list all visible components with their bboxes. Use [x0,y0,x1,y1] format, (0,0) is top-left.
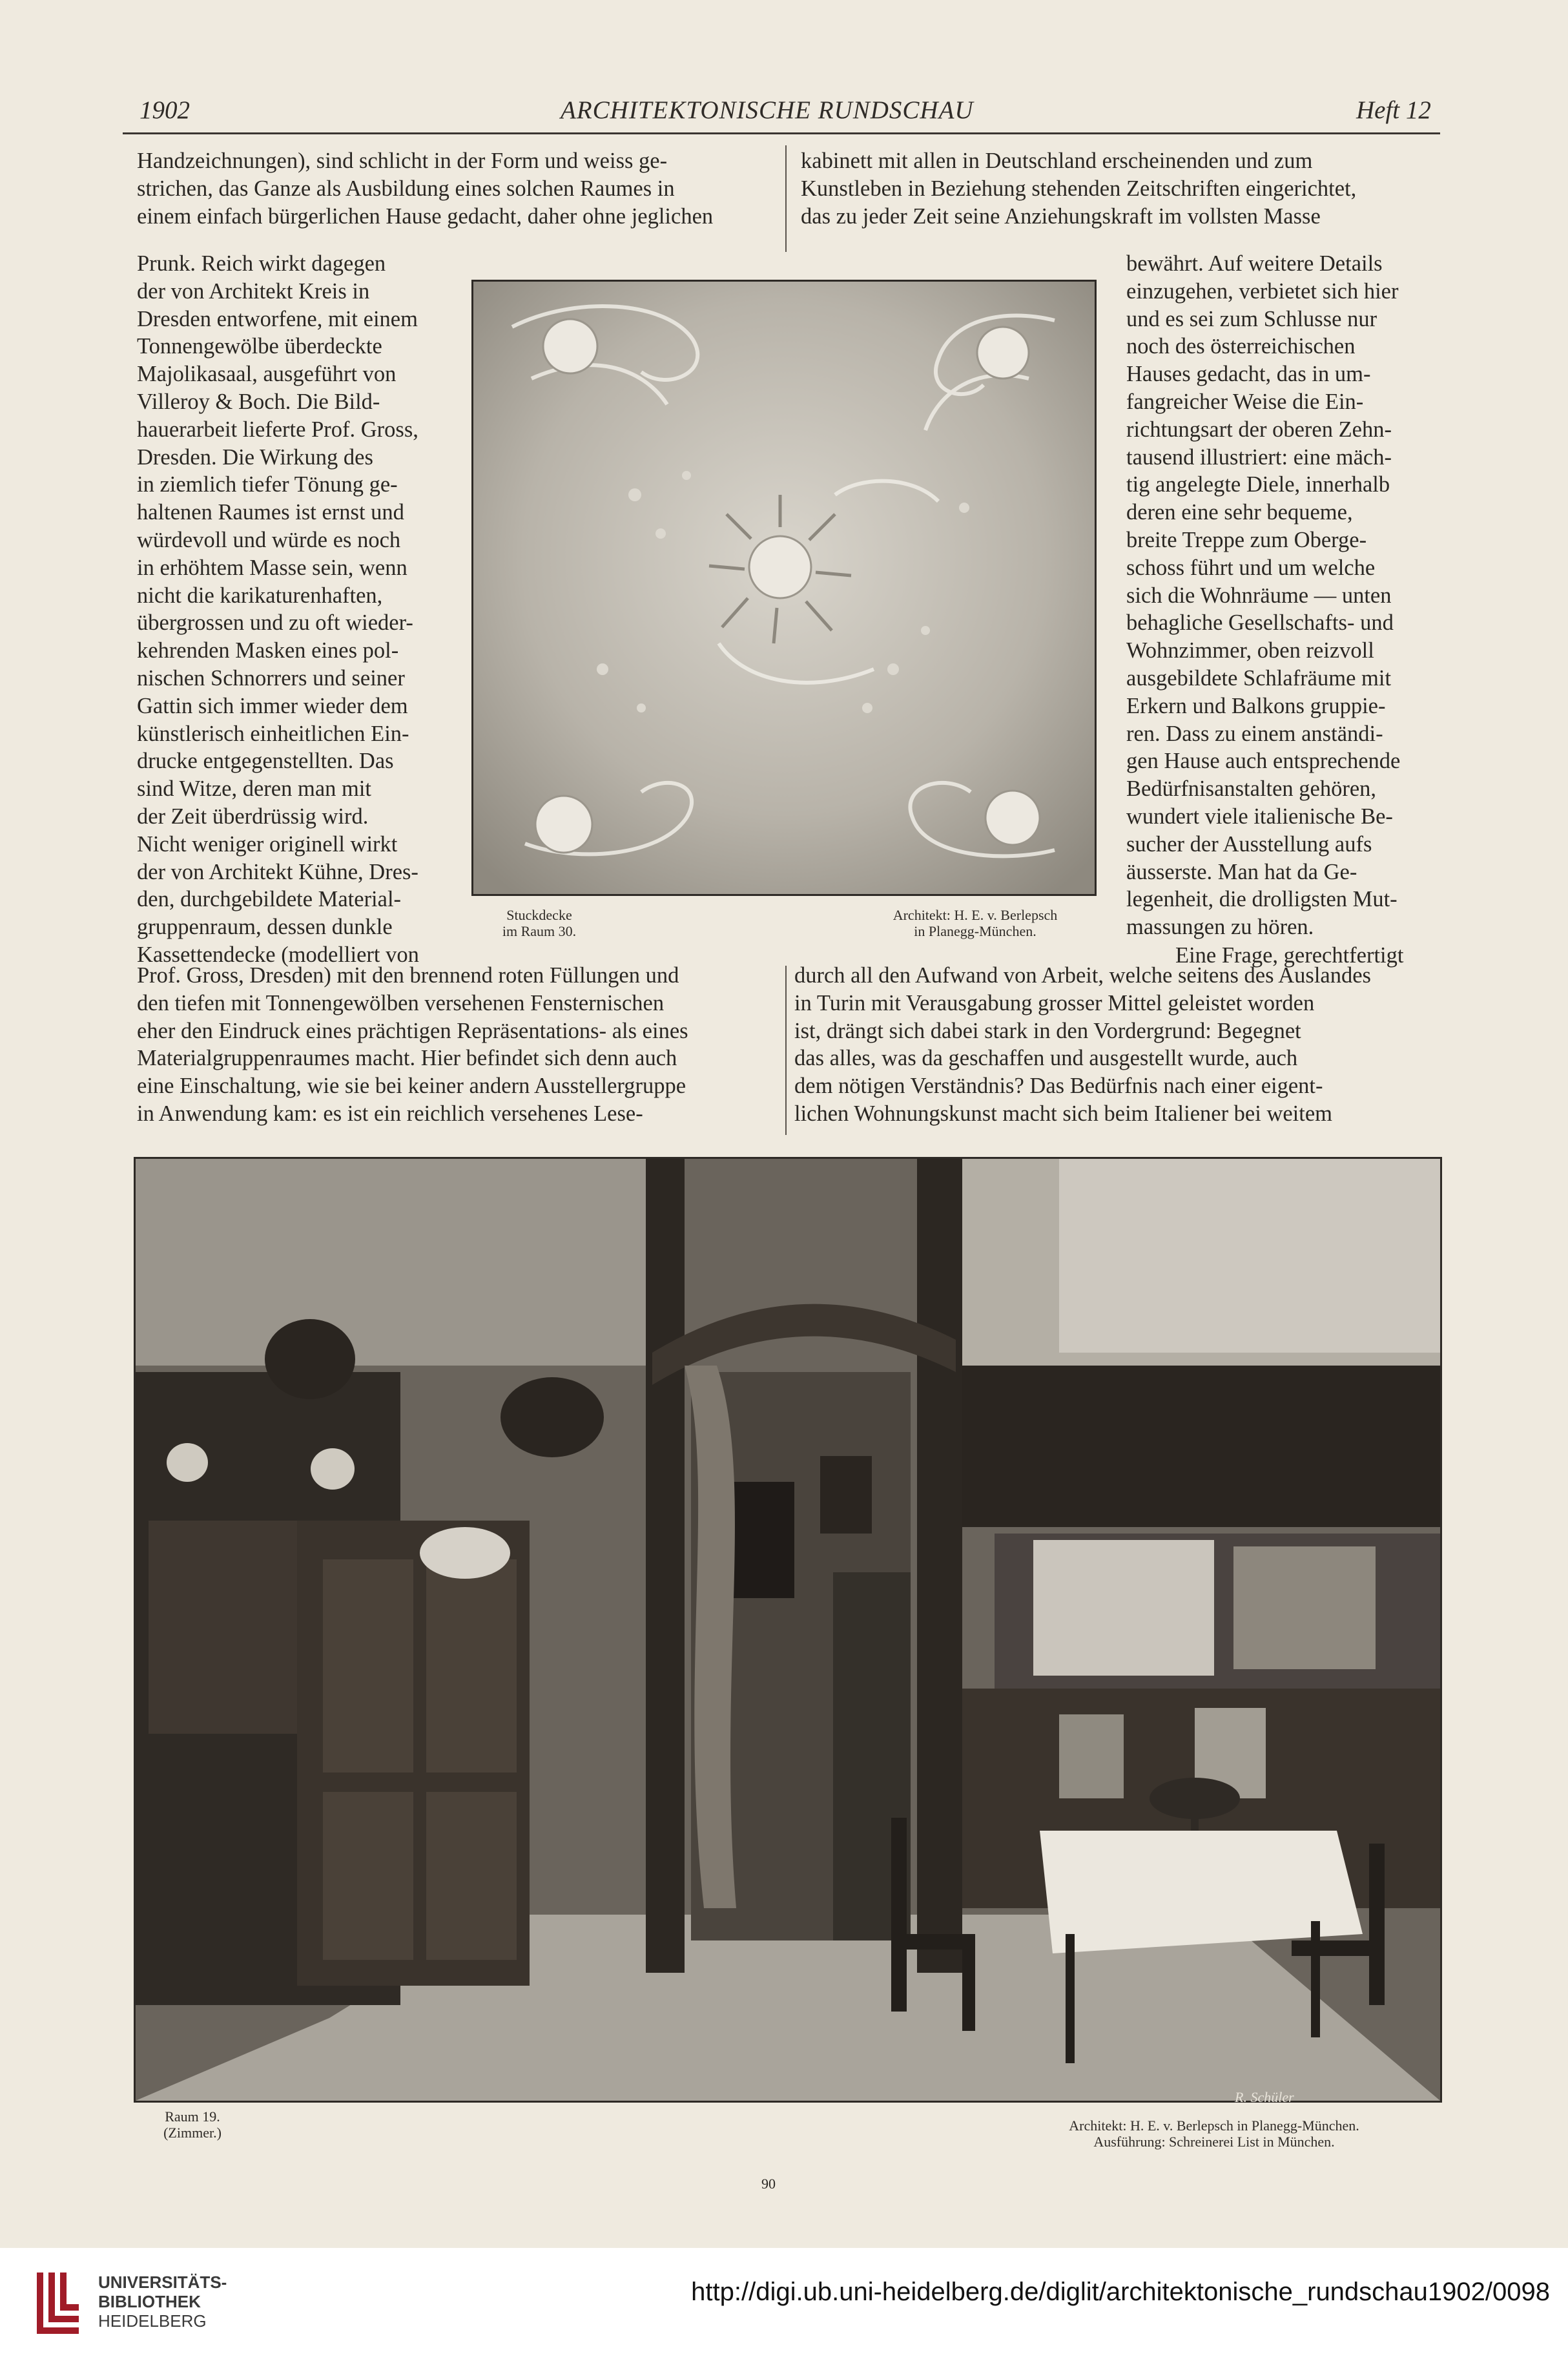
caption-line: Ausführung: Schreinerei List in München. [1093,2134,1335,2150]
fig1-caption-right [862,907,1088,939]
text-line: Tonnengewölbe überdeckte [137,334,382,359]
text-line: Nicht weniger originell wirkt [137,831,398,857]
text-line: durch all den Aufwand von Arbeit, welche seitens des Auslandes [794,963,1371,988]
text-line: Eine Frage, gerechtfertigt [1175,943,1404,968]
stucco-ceiling-photo [471,280,1097,896]
text-line: Dresden. Die Wirkung des [137,444,373,470]
header-year: 1902 [139,96,190,124]
text-line: kabinett mit allen in Deutschland erscheinenden und zum [801,149,1313,173]
text-line: Materialgruppenraumes macht. Hier befindet sich denn auch [137,1046,677,1071]
text-line: bewährt. Auf weitere Details [1126,251,1383,276]
page-number: 90 [761,2176,776,2192]
text-line: in erhöhtem Masse sein, wenn [137,555,407,580]
text-line: drucke entgegenstellten. Das [137,749,394,774]
text-line: sich die Wohnräume — unten [1126,583,1392,608]
fig1-caption-left [484,907,594,939]
text-line: gen Hause auch entsprechende [1126,749,1401,774]
text-line: haltenen Raumes ist ernst und [137,500,404,525]
text-line: sind Witze, deren man mit [137,776,372,802]
room-interior-image [136,1159,1440,2101]
text-line: Kunstleben in Beziehung stehenden Zeitschriften eingerichtet, [801,176,1357,201]
caption-line: Raum 19. [165,2108,220,2125]
text-line: Dresden entworfene, mit einem [137,306,418,331]
text-line: nicht die karikaturenhaften, [137,583,383,608]
column-rule-top [785,145,787,252]
text-line: der von Architekt Kreis in [137,278,370,304]
text-line: das zu jeder Zeit seine Anziehungskraft im vollsten Masse [801,203,1321,229]
text-line: strichen, das Ganze als Ausbildung eines solchen Raumes in [137,176,675,201]
text-line: tig angelegte Diele, innerhalb [1126,472,1390,497]
library-logo-icon [27,2266,92,2341]
text-line: lichen Wohnungskunst macht sich beim Italiener bei weitem [794,1101,1333,1126]
text-line: massungen zu hören. [1126,915,1314,940]
caption-line: Architekt: H. E. v. Berlepsch [892,907,1058,923]
text-line: tausend illustriert: eine mäch- [1126,444,1392,470]
library-line: BIBLIOTHEK [98,2292,201,2311]
caption-line: im Raum 30. [502,923,577,939]
text-line: breite Treppe zum Oberge- [1126,527,1367,552]
text-line: und es sei zum Schlusse nur [1126,306,1377,331]
top-right-text [801,147,1437,230]
fig2-caption-right [1014,2117,1414,2150]
library-line: UNIVERSITÄTS- [98,2273,227,2292]
text-line: deren eine sehr bequeme, [1126,500,1353,525]
caption-line: (Zimmer.) [163,2125,222,2141]
text-line: Handzeichnungen), sind schlicht in der Form und weiss ge- [137,149,668,173]
text-line: Bedürfnisanstalten gehören, [1126,776,1377,802]
header-rule [123,132,1440,134]
library-name [98,2273,227,2331]
text-line: Wohnzimmer, oben reizvoll [1126,638,1374,663]
text-line: künstlerisch einheitlichen Ein- [137,721,409,746]
text-line: dem nötigen Verständnis? Das Bedürfnis nach einer eigent- [794,1074,1323,1099]
text-line: ausgebildete Schlafräume mit [1126,665,1392,691]
text-line: ren. Dass zu einem anständi- [1126,721,1383,746]
text-line: Prunk. Reich wirkt dagegen [137,251,386,276]
text-line: kehrenden Masken eines pol- [137,638,399,663]
text-line: legenheit, die drolligsten Mut- [1126,887,1398,912]
library-line: HEIDELBERG [98,2311,207,2331]
text-line: nischen Schnorrers und seiner [137,665,405,691]
text-line: Majolikasaal, ausgeführt von [137,362,397,387]
text-line: das alles, was da geschaffen und ausgestellt wurde, auch [794,1046,1298,1071]
text-line: fangreicher Weise die Ein- [1126,389,1364,414]
text-line: würdevoll und würde es noch [137,527,401,552]
right-column-text [1126,250,1438,941]
text-line: den tiefen mit Tonnengewölben versehenen Fensternischen [137,990,665,1015]
text-line: Kassettendecke (modelliert von [137,942,419,967]
text-line: richtungsart der oberen Zehn- [1126,417,1392,442]
bottom-left-text [137,962,776,1128]
text-line: ist, drängt sich dabei stark in den Vordergrund: Begegnet [794,1018,1301,1043]
text-line: in Anwendung kam: es ist ein reichlich versehenes Lese- [137,1101,643,1126]
text-line: Villeroy & Boch. Die Bild- [137,389,380,414]
text-line: Prof. Gross, Dresden) mit den brennend roten Füllungen und [137,963,679,988]
text-line: Hauses gedacht, das in um- [1126,362,1371,387]
text-line: der von Architekt Kühne, Dres- [137,859,418,884]
caption-line: in Planegg-München. [914,923,1037,939]
top-left-text [137,147,776,230]
library-footer [0,2248,1568,2361]
column-rule-bottom [785,966,787,1135]
photo-signature: R. Schüler [1235,2089,1294,2105]
fig2-caption-left [131,2108,254,2141]
text-line: sucher der Ausstellung aufs [1126,831,1372,857]
text-line: den, durchgebildete Material- [137,887,402,912]
source-url-link[interactable]: http://digi.ub.uni-heidelberg.de/diglit/architektonische_rundschau1902/0098 [691,2278,1550,2306]
text-line: der Zeit überdrüssig wird. [137,804,369,829]
text-line: einzugehen, verbietet sich hier [1126,278,1399,304]
room-interior-photo [134,1157,1442,2103]
text-line: in Turin mit Verausgabung grosser Mittel geleistet worden [794,990,1315,1015]
text-line: behagliche Gesellschafts- und [1126,610,1394,636]
text-line: eine Einschaltung, wie sie bei keiner andern Ausstellergruppe [137,1074,686,1099]
bottom-right-text [794,962,1437,1128]
left-column-text [137,250,440,969]
text-line: übergrossen und zu oft wieder- [137,610,413,636]
caption-line: Stuckdecke [506,907,572,923]
text-line: einem einfach bürgerlichen Hause gedacht, daher ohne jeglichen [137,203,714,229]
header-title: ARCHITEKTONISCHE RUNDSCHAU [561,96,974,124]
text-line: noch des österreichischen [1126,334,1356,359]
text-line: schoss führt und um welche [1126,555,1376,580]
text-line: hauerarbeit lieferte Prof. Gross, [137,417,418,442]
header-issue: Heft 12 [1356,96,1431,124]
caption-line: Architekt: H. E. v. Berlepsch in Planegg-München. [1069,2117,1359,2134]
stucco-ceiling-image [473,282,1095,894]
text-line: Erkern und Balkons gruppie- [1126,693,1386,718]
text-line: wundert viele italienische Be- [1126,804,1393,829]
text-line: Gattin sich immer wieder dem [137,693,408,718]
text-line: äusserste. Man hat da Ge- [1126,859,1357,884]
text-line: gruppenraum, dessen dunkle [137,915,393,940]
text-line: in ziemlich tiefer Tönung ge- [137,472,398,497]
text-line: eher den Eindruck eines prächtigen Repräsentations- als eines [137,1018,688,1043]
